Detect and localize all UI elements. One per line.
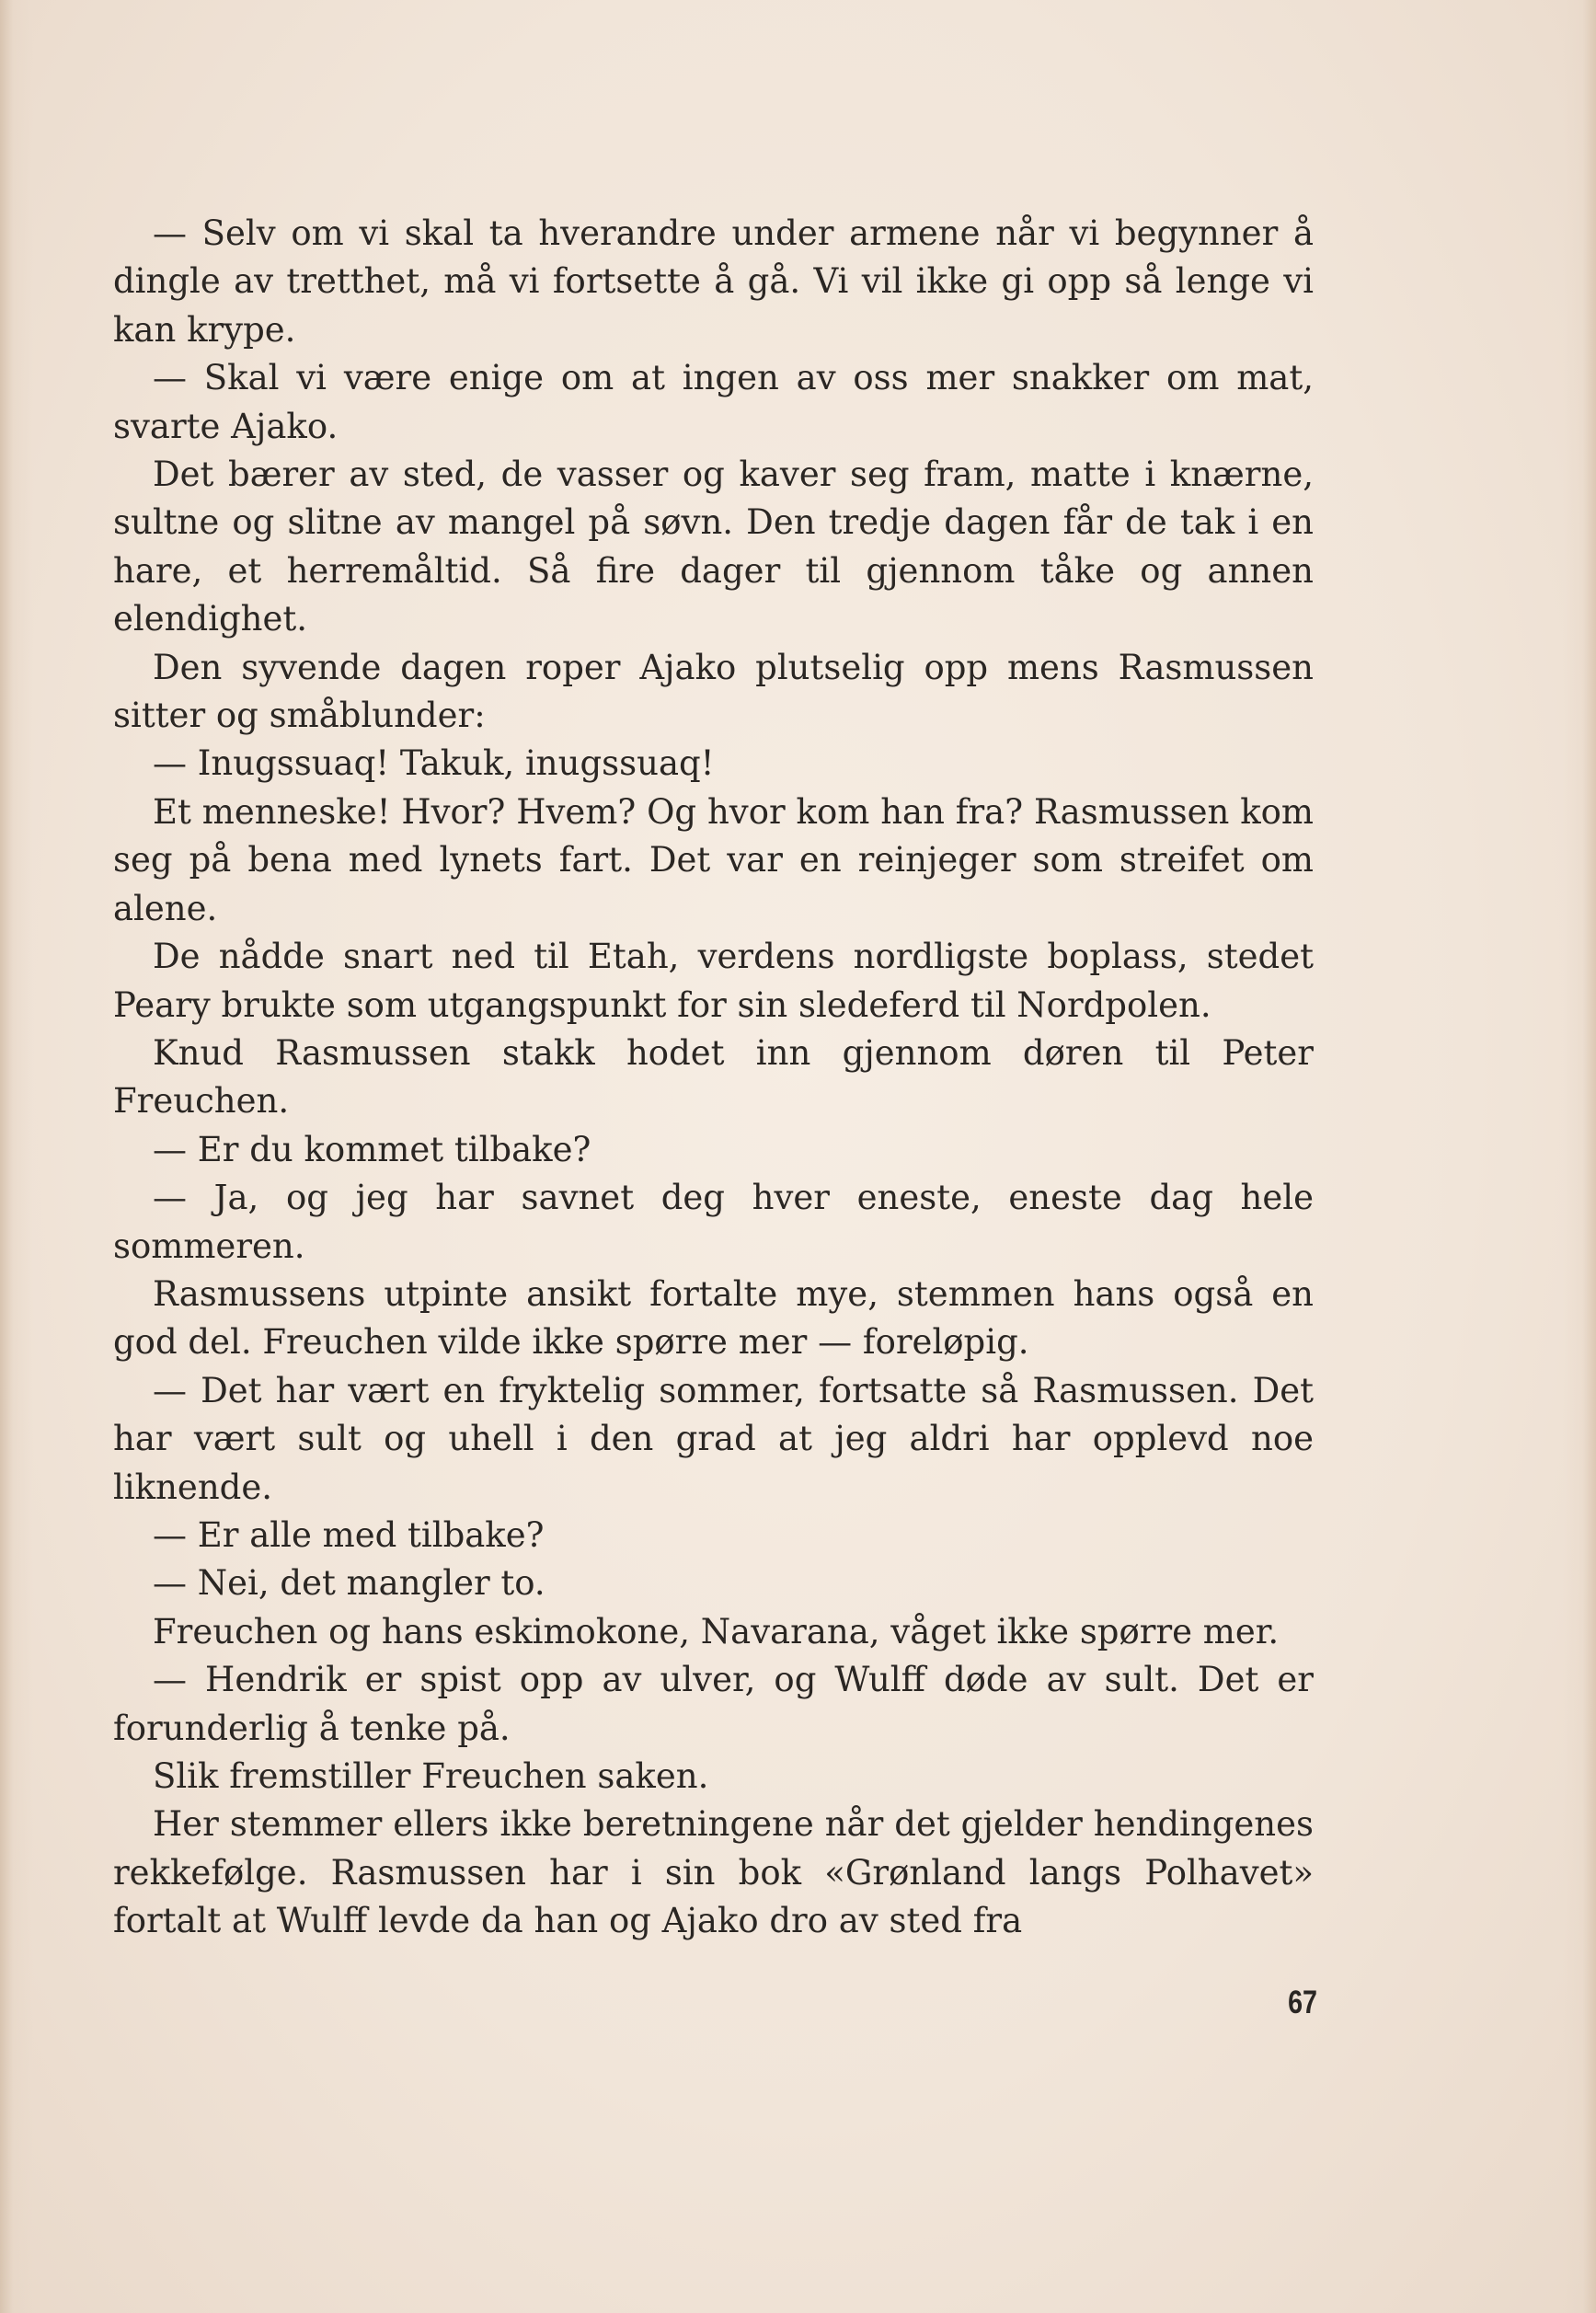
paragraph-1: — Selv om vi skal ta hverandre under armene når vi begynner å dingle av tretthet, må vi fortsette å gå. Vi vil ikke gi opp så lenge vi kan krype. [113,213,1314,350]
paragraph-16: — Hendrik er spist opp av ulver, og Wulff døde av sult. Det er forunderlig å tenke på. [113,1660,1314,1748]
paragraph-8: Knud Rasmussen stakk hodet inn gjennom døren til Peter Freuchen. [113,1032,1314,1122]
left-page-edge [0,0,33,2313]
paragraph-6: Et menneske! Hvor? Hvem? Og hvor kom han fra? Rasmussen kom seg på bena med lynets fart. Det var en reinjeger som streifet om alene. [113,791,1314,928]
paragraph-13: — Er alle med tilbake? [153,1514,545,1555]
paragraph-2: — Skal vi være enige om at ingen av oss mer snakker om mat, svarte Ajako. [113,358,1314,446]
body-text [113,210,1314,1946]
paragraph-10: — Ja, og jeg har savnet deg hver eneste, eneste dag hele sommeren. [113,1178,1314,1266]
paragraph-3: Det bærer av sted, de vasser og kaver seg fram, matte i knærne, sultne og slitne av mangel på søvn. Den tredje dagen får de tak i en hare, et herremåltid. Så fire dager til gjennom tåke og annen elendighet. [113,455,1314,639]
paragraph-11: Rasmussens utpinte ansikt fortalte mye, stemmen hans også en god del. Freuchen vilde ikke spørre mer — foreløpig. [113,1273,1314,1363]
paragraph-9: — Er du kommet tilbake? [153,1129,591,1169]
paragraph-17: Slik fremstiller Freuchen saken. [153,1756,709,1796]
right-page-edge [1563,0,1596,2313]
page-number: 67 [1288,1985,1317,2020]
paragraph-14: — Nei, det mangler to. [153,1563,545,1604]
paragraph-12: — Det har vært en fryktelig sommer, fortsatte så Rasmussen. Det har vært sult og uhell i den grad at jeg aldri har opplevd noe liknende. [113,1370,1314,1507]
paragraph-15: Freuchen og hans eskimokone, Navarana, våget ikke spørre mer. [153,1611,1280,1651]
paragraph-7: De nådde snart ned til Etah, verdens nordligste boplass, stedet Peary brukte som utgangspunkt for sin sledeferd til Nordpolen. [113,937,1314,1025]
paragraph-4: Den syvende dagen roper Ajako plutselig opp mens Rasmussen sitter og småblunder: [113,647,1314,736]
paragraph-18: Her stemmer ellers ikke beretningene når det gjelder hendingenes rekkefølge. Rasmussen har i sin bok «Grønland langs Polhavet» fortalt at Wulff levde da han og Ajako dro av sted fra [113,1804,1314,1941]
paragraph-5: — Inugssuaq! Takuk, inugssuaq! [153,743,715,784]
